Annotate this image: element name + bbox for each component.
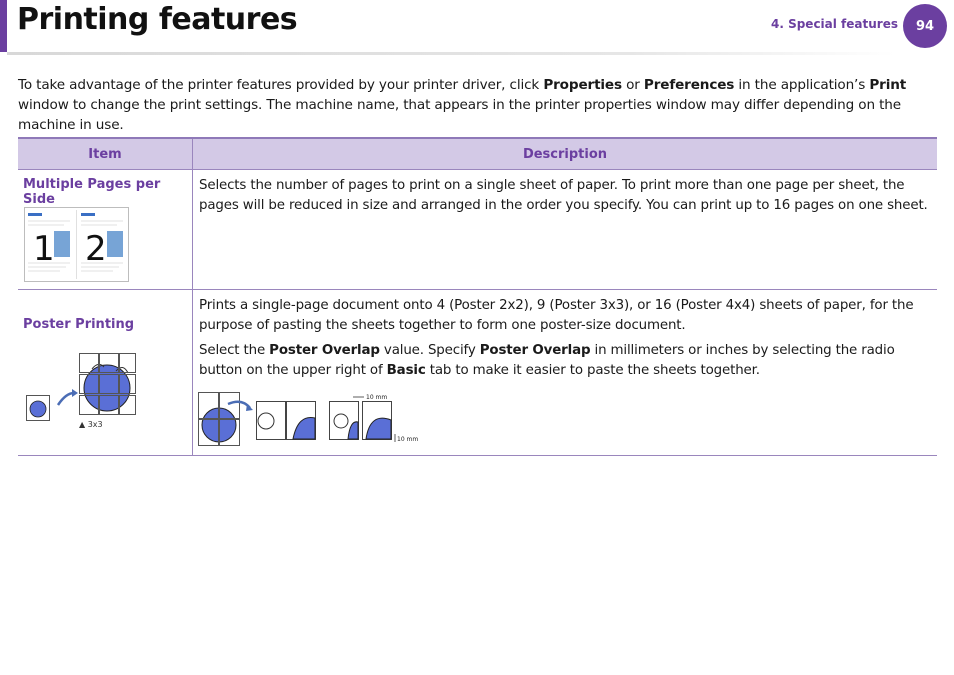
table-row	[18, 170, 937, 290]
description-text-overlap: Select the Poster Overlap value. Specify Poster Overlap in millimeters or inches by selecting the radio button on the upper right of Basic tab to make it easier to paste the sheets together.	[199, 343, 895, 378]
overlap-top-label: 10 mm	[366, 394, 388, 401]
item-name: Multiple Pages per Side	[23, 177, 161, 207]
feature-table	[18, 137, 937, 456]
table-row	[18, 290, 937, 456]
page-number-badge: 94	[903, 4, 947, 48]
intro-paragraph: To take advantage of the printer features provided by your printer driver, click Properties or Preferences in the application’s Print window to change the print settings. The machine name, that appears in the printer properties window may differ depending on the machine in use.	[18, 77, 907, 133]
description-cell	[193, 290, 938, 456]
item-name: Poster Printing	[23, 317, 135, 332]
header-description: Description	[193, 138, 938, 170]
multiple-pages-illustration	[24, 207, 130, 283]
header-item: Item	[18, 138, 193, 170]
item-cell	[18, 290, 193, 456]
header-rule	[7, 52, 895, 55]
chapter-label[interactable]: 4. Special features	[770, 17, 898, 31]
description-text: Selects the number of pages to print on a single sheet of paper. To print more than one page per sheet, the pages will be reduced in size and arranged in the order you specify. You can print up to 16 pages on one sheet.	[199, 178, 928, 213]
description-cell	[193, 170, 938, 290]
poster-overlap-illustration	[198, 392, 428, 448]
description-text: Prints a single-page document onto 4 (Poster 2x2), 9 (Poster 3x3), or 16 (Poster 4x4) sheets of paper, for the purpose of pasting the sheets together to form one poster-size document.	[199, 298, 914, 333]
page-label-2: 2	[85, 229, 107, 269]
table-header-row	[18, 138, 937, 170]
item-cell	[18, 170, 193, 290]
page-label-1: 1	[33, 229, 55, 269]
poster-caption: ▲ 3x3	[79, 420, 103, 429]
overlap-side-label: 10 mm	[397, 436, 419, 443]
header-accent-bar	[0, 0, 7, 52]
page-title: Printing features	[17, 2, 298, 37]
